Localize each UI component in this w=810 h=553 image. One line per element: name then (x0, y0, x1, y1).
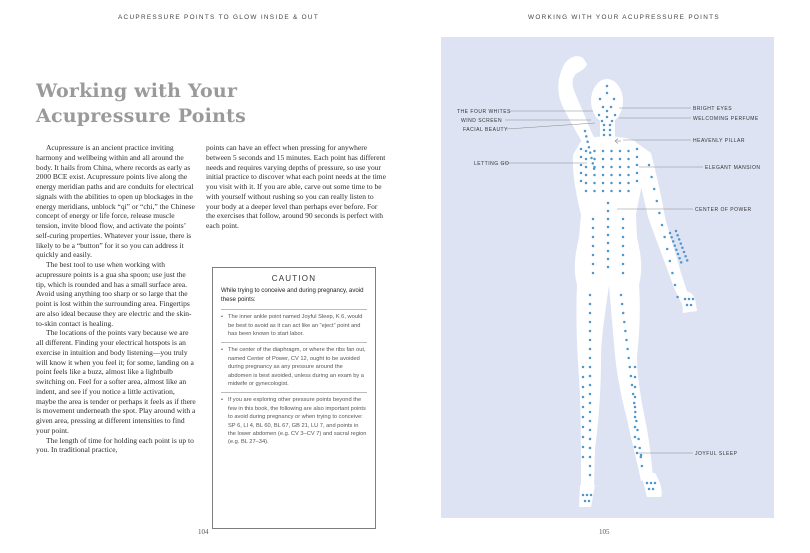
acupressure-dot (582, 426, 585, 429)
acupressure-dot (602, 166, 605, 169)
acupressure-dot (606, 85, 609, 88)
acupressure-dot (582, 406, 585, 409)
caution-item: • The center of the diaphragm, or where the ribs fan out, named Center of Power, CV 12, ought to be avoided during pregnancy as any pressure around the abdomen is best avoided, unless during an exam by a midwife or gynecologist. (221, 342, 367, 392)
acupressure-dot (627, 190, 630, 193)
acupressure-dot (589, 429, 592, 432)
acupressure-dot (634, 376, 637, 379)
acupressure-dot (672, 240, 675, 243)
acupressure-dot (589, 456, 592, 459)
acupressure-dot (620, 294, 623, 297)
acupressure-dot (634, 426, 637, 429)
acupressure-dot (650, 176, 653, 179)
acupressure-dot (611, 120, 614, 123)
acupressure-dot (589, 402, 592, 405)
acupressure-dot (661, 224, 664, 227)
acupressure-dot (601, 120, 604, 123)
paragraph: The best tool to use when working with acupressure points is a gua sha spoon; use just the tip, which is rounded and has a small surface area. Avoid using anything too sharp or so large that the point is lost within the surrounding area. Fingertips are also ideal because they are electric and the skin-to-skin contact is healing. (36, 260, 192, 328)
acupressure-dot (634, 406, 637, 409)
acupressure-dot (623, 321, 626, 324)
acupressure-dot (636, 429, 639, 432)
label-facial-beauty: FACIAL BEAUTY (463, 127, 508, 133)
acupressure-dot (610, 150, 613, 153)
acupressure-dot (589, 357, 592, 360)
acupressure-dot (593, 166, 596, 169)
acupressure-dot (589, 420, 592, 423)
acupressure-dot (589, 348, 592, 351)
body-column-1 (36, 143, 196, 455)
acupressure-dot (632, 393, 635, 396)
caution-item: • If you are exploring other pressure points beyond the few in this book, the following are also important points to avoid during pregnancy or when trying to conceive: SP 6, LI 4, BL 60, BL 67, GB 21, LU 7, and points in the lower abdomen (e.g. CV 3–CV 7) and sacral region (e.g. BL 27–34). (221, 392, 367, 450)
acupressure-dot (634, 366, 637, 369)
acupressure-dot (640, 454, 643, 457)
acupressure-dot (621, 303, 624, 306)
acupressure-dot (638, 447, 641, 450)
acupressure-dot (607, 210, 610, 213)
acupressure-dot (589, 303, 592, 306)
acupressure-dot (606, 92, 609, 95)
acupressure-dot (588, 146, 591, 149)
title-line-1: Working with Your (36, 80, 238, 102)
acupressure-dot (675, 249, 678, 252)
acupressure-dot (602, 106, 605, 109)
acupressure-dot (634, 416, 637, 419)
acupressure-dot (686, 304, 689, 307)
acupressure-dot (636, 172, 639, 175)
acupressure-dot (589, 330, 592, 333)
acupressure-dot (636, 148, 639, 151)
page-number-right: 105 (599, 528, 610, 536)
acupressure-dot (619, 190, 622, 193)
acupressure-dot (592, 245, 595, 248)
acupressure-dot (676, 234, 679, 237)
acupressure-dot (589, 375, 592, 378)
acupressure-dot (678, 257, 681, 260)
acupressure-dot (607, 226, 610, 229)
acupressure-dot (631, 384, 634, 387)
acupressure-dot (607, 250, 610, 253)
acupressure-dot (582, 416, 585, 419)
label-the-four-whites: THE FOUR WHITES (457, 109, 511, 115)
acupressure-dot (613, 98, 616, 101)
acupressure-dot (674, 244, 677, 247)
acupressure-dot (586, 494, 589, 497)
acupressure-dot (589, 438, 592, 441)
acupressure-dot (614, 114, 617, 117)
acupressure-dot (622, 245, 625, 248)
acupressure-dot (636, 164, 639, 167)
acupressure-dot (670, 236, 673, 239)
acupressure-dot (585, 158, 588, 161)
acupressure-dot (582, 446, 585, 449)
acupressure-dot (585, 174, 588, 177)
acupressure-dot (582, 396, 585, 399)
acupressure-dot (582, 386, 585, 389)
acupressure-dot (603, 124, 606, 127)
acupressure-dot (590, 157, 593, 160)
acupressure-dot (619, 158, 622, 161)
acupressure-dot (602, 190, 605, 193)
label-center-of-power: CENTER OF POWER (695, 207, 752, 213)
acupressure-dot (580, 172, 583, 175)
acupressure-figure (441, 37, 774, 518)
acupressure-dot (622, 227, 625, 230)
acupressure-dot (603, 134, 606, 137)
acupressure-dot (592, 272, 595, 275)
acupressure-dot (634, 396, 637, 399)
acupressure-dot (684, 298, 687, 301)
caution-heading: CAUTION (271, 274, 317, 283)
acupressure-dot (622, 272, 625, 275)
acupressure-dot (589, 465, 592, 468)
acupressure-dot (603, 129, 606, 132)
acupressure-dot (585, 166, 588, 169)
acupressure-dot (607, 234, 610, 237)
acupressure-dot (580, 156, 583, 159)
acupressure-dot (627, 357, 630, 360)
acupressure-dot (593, 190, 596, 193)
acupressure-dot (598, 114, 601, 117)
acupressure-dot (610, 190, 613, 193)
acupressure-dot (635, 420, 638, 423)
acupressure-dot (634, 446, 637, 449)
acupressure-dot (590, 494, 593, 497)
acupressure-dot (607, 258, 610, 261)
acupressure-dot (588, 500, 591, 503)
acupressure-dot (592, 254, 595, 257)
acupressure-dot (606, 116, 609, 119)
acupressure-dot (622, 254, 625, 257)
acupressure-dot (692, 298, 695, 301)
acupressure-dot (658, 212, 661, 215)
acupressure-dot (589, 393, 592, 396)
acupressure-dot (589, 447, 592, 450)
acupressure-dot (625, 339, 628, 342)
acupressure-dot (626, 348, 629, 351)
acupressure-dot (589, 384, 592, 387)
acupressure-dot (610, 106, 613, 109)
acupressure-dot (634, 436, 637, 439)
acupressure-dot (593, 174, 596, 177)
acupressure-dot (674, 284, 677, 287)
acupressure-dot (686, 259, 689, 262)
acupressure-dot (582, 366, 585, 369)
acupressure-dot (582, 456, 585, 459)
acupressure-dot (629, 366, 632, 369)
title-line-2: Acupressure Points (36, 105, 246, 127)
acupressure-dot (654, 482, 657, 485)
acupressure-dot (619, 150, 622, 153)
acupressure-dot (637, 438, 640, 441)
bullet-glyph: • (221, 314, 223, 321)
acupressure-dot (624, 330, 627, 333)
acupressure-dot (585, 135, 588, 138)
acupressure-dot (627, 166, 630, 169)
acupressure-dot (582, 494, 585, 497)
acupressure-dot (580, 164, 583, 167)
acupressure-dot (593, 150, 596, 153)
acupressure-dot (589, 151, 592, 154)
label-bright-eyes: BRIGHT EYES (693, 106, 733, 112)
acupressure-dot (607, 242, 610, 245)
acupressure-dot (634, 386, 637, 389)
acupressure-dot (681, 247, 684, 250)
acupressure-dot (606, 110, 609, 113)
acupressure-dot (676, 296, 679, 299)
page-title (36, 79, 246, 129)
acupressure-dot (592, 263, 595, 266)
acupressure-dot (622, 312, 625, 315)
paragraph: Acupressure is an ancient practice inviting harmony and wellbeing within and all around the body. It hails from China, where records as early as 2000 BCE exist. Acupressure points live along the energy meridian paths and are conduits for electrical signals with the abilities to open up blockages in the energy meridians, unblock “qi” or “chi,” the Chinese concept of energy or life force, release muscle tension, invite blood flow, and activate the points’ self-curing properties. Whatever your issue, there is likely to be a “button” for it so you can address it quickly and easily. (36, 143, 195, 260)
acupressure-dot (636, 180, 639, 183)
acupressure-dot (607, 202, 610, 205)
caution-list (213, 309, 375, 451)
acupressure-dot (671, 272, 674, 275)
acupressure-dot (593, 182, 596, 185)
acupressure-dot (589, 321, 592, 324)
caution-item: • The inner ankle point named Joyful Sleep, K 6, would be best to avoid as it can act like an “eject” point and has been known to start labor. (221, 309, 367, 342)
acupressure-dot (663, 236, 666, 239)
caution-lead: While trying to conceive and during pregnancy, avoid these points: (221, 287, 364, 303)
acupressure-dot (648, 164, 651, 167)
acupressure-dot (609, 129, 612, 132)
acupressure-dot (648, 488, 651, 491)
label-joyful-sleep: JOYFUL SLEEP (695, 451, 738, 457)
acupressure-dot (669, 232, 672, 235)
acupressure-dot (593, 158, 596, 161)
paragraph: points can have an effect when pressing for anywhere between 5 seconds and 15 minutes. Each point has different needs and requires varying depths of pressure, so use your initial practice to discover what each point needs at the time you visit with it. If you are able, carve out some time to be with yourself without rushing so you can really listen to your body at a deeper level than perhaps ever before. For the exercises that follow, around 90 seconds is perfect with each point. (206, 143, 386, 230)
acupressure-dot (589, 411, 592, 414)
acupressure-dot (580, 180, 583, 183)
acupressure-dot (669, 260, 672, 263)
acupressure-dot (619, 174, 622, 177)
acupressure-dot (609, 134, 612, 137)
acupressure-dot (584, 500, 587, 503)
acupressure-dot (690, 304, 693, 307)
label-wind-screen: WIND SCREEN (461, 118, 503, 124)
acupressure-dot (678, 238, 681, 241)
acupressure-dot (582, 436, 585, 439)
acupressure-dot (592, 162, 595, 165)
acupressure-dot (589, 339, 592, 342)
acupressure-dot (589, 294, 592, 297)
acupressure-dot (610, 158, 613, 161)
acupressure-dot (610, 174, 613, 177)
body-column-2 (206, 143, 386, 231)
label-elegant-mansion: ELEGANT MANSION (705, 165, 761, 171)
acupressure-dot (675, 230, 678, 233)
acupressure-dot (592, 218, 595, 221)
label-welcoming-perfume: WELCOMING PERFUME (693, 116, 759, 122)
acupressure-dot (580, 148, 583, 151)
acupressure-dot (584, 130, 587, 133)
acupressure-dot (636, 156, 639, 159)
running-head-right: WORKING WITH YOUR ACUPRESSURE POINTS (528, 14, 720, 21)
acupressure-dot (622, 236, 625, 239)
acupressure-dot (684, 255, 687, 258)
acupressure-dot (688, 298, 691, 301)
acupressure-dot (680, 261, 683, 264)
acupressure-dot (622, 218, 625, 221)
acupressure-dot (641, 465, 644, 468)
acupressure-dot (589, 474, 592, 477)
acupressure-dot (585, 190, 588, 193)
acupressure-dot (602, 158, 605, 161)
acupressure-dot (592, 227, 595, 230)
acupressure-dot (619, 166, 622, 169)
acupressure-dot (607, 266, 610, 269)
paragraph: The locations of the points vary because we are all different. Finding your electrical hotspots is an exercise in intuition and body listening—you truly will know it when you feel it; for some, landing on a point feels like a buzz, almost like a lightbulb switching on. Feel for a softer area, almost like an indent, and see if you notice a little activation, maybe the area is tender or perhaps it feels as if there is movement underneath the spot. Play around with a given area, pressing at different intensities to find your point. (36, 328, 196, 435)
acupressure-dot (656, 200, 659, 203)
acupressure-dot (627, 150, 630, 153)
acupressure-dot (585, 150, 588, 153)
acupressure-dot (677, 253, 680, 256)
acupressure-dot (607, 218, 610, 221)
paragraph: The length of time for holding each point is up to you. In traditional practice, (36, 435, 194, 455)
acupressure-dot (582, 376, 585, 379)
acupressure-dot (627, 182, 630, 185)
acupressure-dot (653, 188, 656, 191)
acupressure-dot (627, 158, 630, 161)
acupressure-dot (609, 124, 612, 127)
bullet-glyph: • (221, 397, 223, 404)
bullet-glyph: • (221, 347, 223, 354)
acupressure-dot (622, 263, 625, 266)
acupressure-dot (610, 166, 613, 169)
acupressure-dot (592, 236, 595, 239)
acupressure-dot (599, 98, 602, 101)
acupressure-dot (586, 141, 589, 144)
acupressure-dot (680, 242, 683, 245)
acupressure-dot (619, 182, 622, 185)
acupressure-dot (602, 174, 605, 177)
running-head-left: ACUPRESSURE POINTS TO GLOW INSIDE & OUT (118, 14, 320, 21)
acupressure-dot (585, 182, 588, 185)
acupressure-dot (646, 482, 649, 485)
acupressure-dot (627, 174, 630, 177)
caution-box (212, 267, 376, 529)
acupressure-dot (666, 248, 669, 251)
acupressure-dot (602, 150, 605, 153)
label-letting-go: LETTING GO (474, 161, 510, 167)
label-heavenly-pillar: HEAVENLY PILLAR (693, 138, 745, 144)
acupressure-dot (652, 488, 655, 491)
acupressure-dot (602, 182, 605, 185)
acupressure-dot (633, 402, 636, 405)
acupressure-dot (634, 411, 637, 414)
acupressure-dot (683, 251, 686, 254)
page-number-left: 104 (198, 528, 209, 536)
acupressure-dot (630, 375, 633, 378)
acupressure-dot (650, 482, 653, 485)
acupressure-dot (589, 312, 592, 315)
acupressure-dot (610, 182, 613, 185)
acupressure-dot (589, 366, 592, 369)
